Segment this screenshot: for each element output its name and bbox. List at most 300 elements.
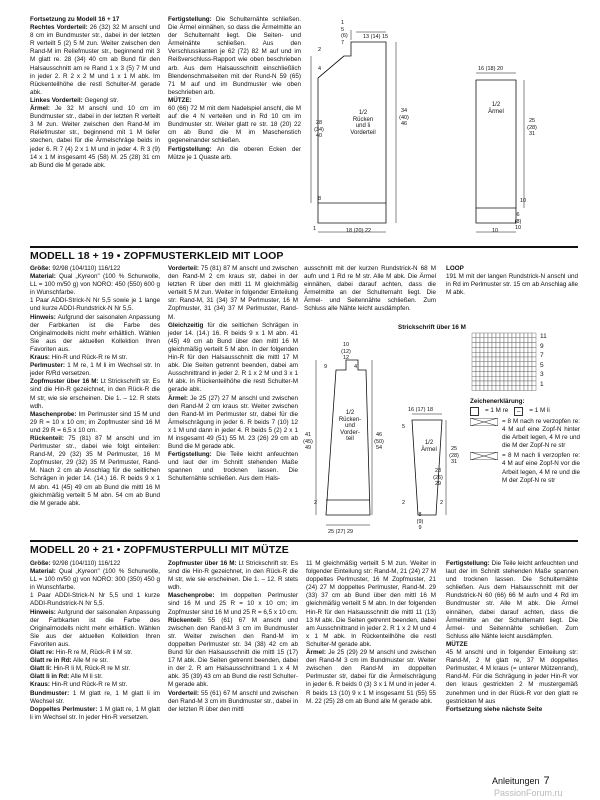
chart-cell bbox=[500, 386, 504, 391]
paragraph-text: 1 M glatt re, 1 M glatt li im Wechsel str. In jeder Hin-R versetzen. bbox=[30, 705, 160, 721]
chart-cell bbox=[496, 343, 500, 348]
dim-bottom-w: 18 (20) 22 bbox=[346, 228, 372, 234]
chart-cell bbox=[504, 333, 508, 338]
paragraph bbox=[446, 649, 578, 706]
dim-left-4: 4 bbox=[318, 66, 322, 72]
chart-cell bbox=[516, 343, 520, 348]
chart-cell bbox=[488, 371, 492, 376]
paragraph-text: Je 32 M anschl und 10 cm im Bundmuster str., dabei in der letzten R verteilt 3 M zun. Weiter zwischen den Rand-M im Reliefmuster str., beginnend mit 1 M tiefer stechen, dabei für die Ärmelschräge beids in jeder 6. R 7 (4) 2 x 1 M und in jeder 4. R 3 (9) 14 x 1 M insgesamt 45 (58) M. 25 (28) 31 cm ab Bund die M gerade abk. bbox=[30, 105, 160, 169]
dim-mid-t1: 10 (12) 12 bbox=[341, 342, 351, 361]
m20-col4 bbox=[446, 560, 578, 714]
chart-cell bbox=[520, 381, 524, 386]
chart-cell bbox=[476, 338, 480, 343]
chart-cell bbox=[516, 376, 520, 381]
chart-cell bbox=[480, 381, 484, 386]
paragraph bbox=[30, 411, 160, 435]
chart-cell bbox=[500, 362, 504, 367]
chart-cell bbox=[532, 343, 536, 348]
paragraph-lead: Fertigstellung: bbox=[168, 451, 212, 459]
chart-cell bbox=[512, 333, 516, 338]
paragraph bbox=[30, 314, 160, 354]
paragraph-lead: Größe: bbox=[30, 265, 51, 272]
chart-cell bbox=[500, 367, 504, 372]
paragraph bbox=[30, 265, 160, 273]
paragraph-lead: Hinweis: bbox=[30, 313, 56, 321]
dim-sl-10: 10 bbox=[520, 198, 527, 204]
chart-cell bbox=[484, 338, 488, 343]
chart-cell bbox=[476, 357, 480, 362]
paragraph bbox=[446, 641, 578, 649]
chart-cell bbox=[484, 367, 488, 372]
chart-cell bbox=[524, 352, 528, 357]
chart-cell bbox=[524, 347, 528, 352]
watermark: PassionForum.ru bbox=[494, 788, 563, 798]
paragraph-lead: Fertigstellung: bbox=[446, 560, 490, 567]
chart-cell bbox=[508, 376, 512, 381]
paragraph-lead: Glatt li: bbox=[30, 665, 52, 673]
dim-mid-l2: 2 bbox=[314, 500, 318, 506]
chart-cell bbox=[524, 386, 528, 391]
paragraph bbox=[30, 378, 160, 410]
paragraph-text: Lt Strickschrift str. Es sind die Hin-R gezeichnet, in den Rück-R die M str, wie sie erscheinen. Die 1. – 12. R stets wdh. bbox=[30, 378, 161, 410]
chart-cell bbox=[480, 386, 484, 391]
chart-cell bbox=[508, 333, 512, 338]
paragraph-text: Aufgrund der saisonalen Anpassung der Farbkarten ist die Farbe des Originalmodells nicht mehr erhältlich. Wählen Sie aus der aktuellen Kollektion Ihren Favoriten aus. bbox=[30, 313, 160, 353]
chart-cell bbox=[504, 371, 508, 376]
m18-col1 bbox=[30, 265, 160, 508]
chart-cell bbox=[532, 362, 536, 367]
chart-cell bbox=[488, 381, 492, 386]
chart-cell bbox=[508, 347, 512, 352]
paragraph bbox=[30, 435, 160, 508]
chart-cell bbox=[492, 371, 496, 376]
chart-cell bbox=[508, 367, 512, 372]
chart-cell bbox=[480, 347, 484, 352]
chart-cell bbox=[504, 357, 508, 362]
chart-cell bbox=[480, 362, 484, 367]
chart-title: Strickschrift über 16 M bbox=[398, 324, 466, 331]
chart-cell bbox=[476, 333, 480, 338]
chart-cell bbox=[508, 381, 512, 386]
dim-mid-lh: 41 (45) 49 bbox=[303, 432, 313, 451]
chart-cell bbox=[532, 376, 536, 381]
chart-cell bbox=[528, 357, 532, 362]
chart-row-number: 11 bbox=[540, 333, 547, 340]
paragraph-text: Alle M li str. bbox=[69, 673, 103, 681]
chart-cell bbox=[484, 347, 488, 352]
paragraph-text: Im doppelten Perlmuster sind 16 M und 25 R = 10 x 10 cm; im Zopfmuster sind 16 M und 25 R = 6,5 x 10 cm. bbox=[168, 592, 298, 616]
chart-row-number: 9 bbox=[540, 342, 544, 350]
chart-cell bbox=[488, 376, 492, 381]
chart-cell bbox=[504, 338, 508, 343]
paragraph bbox=[30, 673, 160, 681]
chart-cell bbox=[520, 376, 524, 381]
m20-col3 bbox=[306, 560, 436, 706]
paragraph bbox=[30, 665, 160, 673]
paragraph bbox=[30, 568, 160, 592]
chart-cell bbox=[520, 347, 524, 352]
paragraph bbox=[168, 451, 298, 483]
paragraph-lead: Doppeltes Perlmuster: bbox=[30, 705, 98, 713]
chart-cell bbox=[476, 386, 480, 391]
section-header-m18: MODELL 18 + 19 • ZOPFMUSTERKLEID MIT LOOP bbox=[30, 246, 578, 262]
top-col2 bbox=[168, 16, 301, 162]
chart-cell bbox=[476, 343, 480, 348]
chart-cell bbox=[492, 367, 496, 372]
dim-top-a: 1 5 (6) 7 bbox=[341, 20, 348, 46]
chart-cell bbox=[504, 343, 508, 348]
chart-cell bbox=[520, 386, 524, 391]
chart-cell bbox=[476, 376, 480, 381]
chart-cell bbox=[492, 381, 496, 386]
chart-cell bbox=[492, 376, 496, 381]
chart-cell bbox=[476, 352, 480, 357]
paragraph-lead: Perlmuster: bbox=[30, 362, 65, 370]
chart-cell bbox=[512, 367, 516, 372]
dim-left-2: 2 bbox=[318, 47, 322, 53]
paragraph bbox=[168, 105, 301, 145]
chart-cell bbox=[496, 352, 500, 357]
chart-cell bbox=[492, 343, 496, 348]
section-header-m20: MODELL 20 + 21 • ZOPFMUSTERPULLI MIT MÜTZE bbox=[30, 540, 578, 556]
chart-cell bbox=[516, 386, 520, 391]
paragraph bbox=[168, 395, 298, 452]
paragraph-text: 60 (66) 72 M mit dem Nadelspiel anschl, die M auf die 4 N verteilen und in Rd 10 cm im Bundmuster str. Weiter glatt re str. 18 (20) 22 cm ab Bund die M im Maschenstich gegeneinander schließen. bbox=[168, 105, 301, 145]
legend-cable-right-text: = 8 M nach re verzopfen re: 4 M auf eine Zopf-N hinter die Arbeit legen, 4 M re und die M der Zopf-N re str bbox=[502, 418, 580, 450]
chart-cell bbox=[512, 376, 516, 381]
chart-cell bbox=[532, 333, 536, 338]
chart-cell bbox=[528, 333, 532, 338]
chart-cell bbox=[520, 367, 524, 372]
chart-cell bbox=[524, 381, 528, 386]
paragraph bbox=[30, 706, 160, 722]
m20-col1 bbox=[30, 560, 160, 722]
paragraph bbox=[30, 354, 160, 362]
chart-cell bbox=[472, 381, 476, 386]
chart-cell bbox=[520, 352, 524, 357]
chart-cell bbox=[476, 362, 480, 367]
paragraph-text: 45 M anschl und in folgender Einteilung str: Rand-M, 2 M glatt re, 37 M doppeltes Perlmuster, 4 M kraus (= unterer Mützenrand), Rand-M. Für die Schrägung in jeder Hin-R vor den kraus gestrickten 2 M mustergemäß zunehmen und in der Rück-R vor den glatt re gestrickten M aus bbox=[446, 649, 578, 705]
paragraph bbox=[30, 690, 160, 706]
chart-cell bbox=[512, 371, 516, 376]
chart-cell bbox=[516, 371, 520, 376]
chart-cell bbox=[528, 367, 532, 372]
chart-cell bbox=[508, 371, 512, 376]
paragraph bbox=[30, 105, 160, 170]
chart-cell bbox=[472, 352, 476, 357]
paragraph-text: Je 25 (29) 29 M anschl und zwischen den Rand-M 3 cm im Bundmuster str. Weiter zwischen den Rand-M im doppelten Perlmuster str, dabei für die Ärmelschrägung in jeder 6. R beids 0 (3) 3 x 1 M und in jeder 4. R beids 13 (10) 9 x 1 M insgesamt 51 (55) 55 M. 22 (25) 28 cm ab Bund alle M gerade abk. bbox=[306, 649, 436, 705]
chart-cell bbox=[532, 371, 536, 376]
chart-cell bbox=[532, 367, 536, 372]
chart-cell bbox=[504, 352, 508, 357]
chart-cell bbox=[476, 347, 480, 352]
chart-cell bbox=[472, 333, 476, 338]
paragraph-lead: Zopfmuster über 16 M: bbox=[30, 378, 99, 386]
chart-cell bbox=[508, 357, 512, 362]
dim-mid-mh: 46 (50) 54 bbox=[374, 432, 384, 451]
chart-cell bbox=[480, 376, 484, 381]
chart-cell bbox=[496, 386, 500, 391]
dim-mid-sltop: 16 (17) 18 bbox=[408, 407, 434, 413]
chart-cell bbox=[520, 338, 524, 343]
legend-knit-text: = 1 M re bbox=[485, 407, 509, 415]
chart-cell bbox=[496, 347, 500, 352]
dim-mid-slh2: 23 (26) 29 bbox=[433, 468, 443, 487]
chart-cell bbox=[500, 343, 504, 348]
paragraph-text: Gegengl str. bbox=[82, 96, 119, 104]
paragraph-text: Die Teile leicht anfeuchten und laut der im Schnitt stehenden Maße spannen und trocknen lassen. Die Schulternähte schließen. Aus dem Halsausschnitt mit der Rundstrick-N 60 (66) 66 M aufn und 4 Rd im Bundmuster str. Alle M abk. Die Ärmel einnähen, dabei darauf achten, dass die Ärmelmitte an der Schulternaht liegt. Die Ärmel- und Seitennähte schließen. Zum Schluss alle Nähte leicht ausdämpfen. bbox=[446, 560, 578, 640]
paragraph bbox=[168, 97, 301, 105]
dim-mid-slbw: 8 (9) 9 bbox=[416, 512, 424, 531]
paragraph-text: 26 (32) 32 M anschl und 8 cm im Bundmuster str., dabei in der letzten R verteilt 5 (2) 5 M zun. Weiter zwischen den Rand-M im Reliefmuster str., beginnend mit 3 M glatt re. 28 (34) 40 cm ab Bund für den Halsausschnitt am re Rand 1 x 3 (5) 7 M und in jeder 2. R 2 x 2 M und 1 x 1 M abk. Im Rückenteilhöhe die restl Schulter-M gerade abk. bbox=[30, 24, 160, 96]
chart-cell bbox=[496, 371, 500, 376]
paragraph bbox=[30, 97, 160, 105]
paragraph-lead: Fortsetzung siehe nächste Seite bbox=[446, 705, 543, 713]
paragraph-lead: Ärmel: bbox=[30, 105, 50, 113]
dim-mid-h: 34 (40) 46 bbox=[399, 108, 409, 127]
footer-label: Anleitungen bbox=[492, 776, 540, 786]
paragraph-lead: Maschenprobe: bbox=[168, 592, 215, 600]
chart-cell bbox=[488, 347, 492, 352]
chart-cell bbox=[472, 343, 476, 348]
paragraph-lead: Kraus: bbox=[30, 354, 50, 362]
paragraph-lead: LOOP bbox=[446, 265, 464, 272]
chart-cell bbox=[528, 362, 532, 367]
paragraph-lead: Vorderteil: bbox=[168, 265, 200, 272]
chart-cell bbox=[492, 352, 496, 357]
chart-cell bbox=[484, 381, 488, 386]
legend-purl-text: = 1 M li bbox=[529, 407, 550, 415]
paragraph-lead: Material: bbox=[30, 568, 56, 576]
chart-cell bbox=[520, 333, 524, 338]
dim-sl-top: 16 (18) 20 bbox=[478, 66, 504, 72]
chart-cell bbox=[492, 338, 496, 343]
paragraph-text: ausschnitt mit der kurzen Rundstrick-N 68 M aufn und 1 Rd re M str. Alle M abk. Die Ärmel einnähen, dabei darauf achten, dass die Ärmelmitte an der Schulternaht liegt. Die Ärmel- und Seitennähte schließen. Zum Schluss alle Nähte leicht ausdämpfen. bbox=[304, 265, 436, 313]
footer bbox=[492, 775, 550, 787]
dim-top-b: 13 (14) 15 bbox=[363, 34, 389, 40]
chart-cell bbox=[472, 338, 476, 343]
paragraph-lead: Glatt re in Rd: bbox=[30, 657, 72, 665]
paragraph bbox=[30, 297, 160, 313]
chart-row-number: 5 bbox=[540, 361, 544, 369]
paragraph bbox=[446, 265, 578, 273]
paragraph-text: 75 (81) 87 M anschl und zwischen den Rand-M 2 cm kraus str, dabei in der letzten R über den mittl 11 M gleichmäßig verteilt 5 M zun. Weiter in folgender Einteilung str: Rand-M, 31 (34) 37 M Perlmuster, 16 M Zopfmuster, 31 (34) 37 M Perlmuster, Rand-M. bbox=[168, 265, 298, 321]
chart-cell bbox=[508, 386, 512, 391]
paragraph bbox=[446, 706, 578, 714]
chart-cell bbox=[520, 371, 524, 376]
paragraph-text: Hin-R und Rück-R re M str. bbox=[49, 354, 128, 362]
paragraph bbox=[30, 362, 160, 378]
dim-mid-slb2: 2 bbox=[440, 500, 444, 506]
chart-cell bbox=[492, 357, 496, 362]
legend-knit-symbol bbox=[470, 407, 479, 416]
chart-cell bbox=[516, 362, 520, 367]
paragraph bbox=[168, 146, 301, 162]
paragraph-lead: Glatt re: bbox=[30, 649, 55, 657]
paragraph-text: Lt Strickschrift str. Es sind die Hin-R gezeichnet, in den Rück-R die M str, wie sie erscheinen. Die 1. – 12. R stets wdh. bbox=[168, 560, 299, 592]
top-col1 bbox=[30, 16, 160, 170]
paragraph bbox=[30, 681, 160, 689]
chart-cell bbox=[476, 367, 480, 372]
chart-cell bbox=[512, 347, 516, 352]
chart-cell bbox=[492, 347, 496, 352]
paragraph-lead: Glatt li in Rd: bbox=[30, 673, 70, 681]
paragraph-text: Qual „Kyreon" (100 % Schurwolle, LL = 100 m/50 g) von NORO: 300 (350) 450 g in Wunschfarbe. bbox=[30, 568, 160, 592]
chart-cell bbox=[528, 371, 532, 376]
chart-cell bbox=[504, 386, 508, 391]
chart-cell bbox=[500, 352, 504, 357]
chart-cell bbox=[528, 347, 532, 352]
paragraph-text: 55 (61) 67 M anschl und zwischen den Rand-M 3 cm im Bundmuster str. Weiter zwischen den Rand-M im doppelten Perlmuster str. 34 (38) 42 cm ab Bund für den Halsausschnitt die mittl 15 (17) 17 M abk. Die Seiten getrennt beenden, dabei in der 2. R am Halsausschnittrand 1 x 4 M abk. 35 (39) 43 cm ab Bund die restl Schulter-M gerade abk. bbox=[168, 616, 298, 689]
chart-cell bbox=[476, 381, 480, 386]
paragraph-lead: Ärmel: bbox=[306, 649, 326, 657]
paragraph-text: für die seitlichen Schrägen in jeder 14. (14.) 16. R beids 9 x 1 M abn. 41 (45) 49 cm ab Bund über den mittl 16 M gleichmäßig verteilt 5 M abn. In der folgenden Hin-R für den Halsausschnitt die mittl 17 M abk. Die Seiten getrennt beenden, dabei am Ausschnittrand in jeder 2. R 1 x 2 M und 3 x 1 M abk. In Rückenteilhöhe die restl Schulter-M gerade abk. bbox=[168, 321, 298, 394]
chart-cell bbox=[500, 347, 504, 352]
chart-cell bbox=[516, 347, 520, 352]
page-number: 7 bbox=[543, 775, 550, 787]
chart-cell bbox=[496, 362, 500, 367]
paragraph-text: Je 25 (27) 27 M anschl und zwischen den Rand-M 2 cm kraus str. Weiter zwischen den Rand-M im Perlmuster str, dabei für die Ärmelschrägung in jeder 6. R beids 7 (10) 12 x 1 M und dann in jeder 4. R beids 5 (2) 2 x 1 M insgesamt 49 (51) 55 M. 23 (26) 29 cm ab Bund die M gerade abk. bbox=[168, 394, 298, 451]
chart-cell bbox=[520, 362, 524, 367]
chart-cell bbox=[504, 376, 508, 381]
chart-cell bbox=[484, 352, 488, 357]
chart-cell bbox=[500, 381, 504, 386]
legend-title: Zeichenerklärung: bbox=[470, 398, 525, 405]
chart-cell bbox=[472, 362, 476, 367]
paragraph bbox=[168, 690, 298, 714]
mid-sleeve-label: 1/2 Ärmel bbox=[421, 440, 437, 453]
chart-cell bbox=[472, 357, 476, 362]
chart-cell bbox=[516, 338, 520, 343]
paragraph-text: Im Perlmuster sind 15 M und 29 R = 10 x 10 cm; im Zopfmuster sind 16 M und 29 R = 6,5 x 10 cm. bbox=[30, 410, 160, 434]
chart-cell bbox=[524, 357, 528, 362]
paragraph-lead: Rückenteil: bbox=[168, 616, 202, 624]
chart-cell bbox=[488, 362, 492, 367]
chart-cell bbox=[496, 376, 500, 381]
chart-cell bbox=[520, 343, 524, 348]
chart-cell bbox=[484, 343, 488, 348]
paragraph bbox=[30, 609, 160, 649]
paragraph bbox=[168, 617, 298, 690]
chart-cell bbox=[472, 386, 476, 391]
chart-cell bbox=[480, 371, 484, 376]
m20-col2 bbox=[168, 560, 298, 714]
m18-col3 bbox=[304, 265, 436, 314]
dim-sl-b2: 6 (8) 10 bbox=[514, 212, 522, 231]
chart-cell bbox=[532, 357, 536, 362]
chart-cell bbox=[484, 357, 488, 362]
chart-cell bbox=[528, 338, 532, 343]
chart-row-number: 1 bbox=[540, 380, 544, 388]
chart-cell bbox=[480, 352, 484, 357]
chart-cell bbox=[508, 343, 512, 348]
mid-back-label: 1/2 Rücken- und Vorder- teil bbox=[338, 410, 362, 442]
chart-cell bbox=[488, 343, 492, 348]
paragraph-text: An die oberen Ecken der Mütze je 1 Quaste arb. bbox=[168, 145, 301, 161]
chart-cell bbox=[472, 376, 476, 381]
paragraph-text: 191 M mit der langen Rundstrick-N anschl und in Rd im Perlmuster str. 15 cm ab Anschlag alle M abk. bbox=[446, 273, 578, 297]
paragraph-lead: Material: bbox=[30, 273, 56, 281]
chart-cell bbox=[524, 338, 528, 343]
paragraph-lead: Kraus: bbox=[30, 681, 50, 689]
chart-cell bbox=[516, 367, 520, 372]
paragraph-lead: Zopfmuster über 16 M: bbox=[168, 560, 237, 567]
paragraph-text: Die Teile leicht anfeuchten und laut der im Schnitt stehenden Maße spannen und trocknen lassen. Die Schulternähte schließen. Aus dem Hals- bbox=[168, 451, 298, 483]
chart-cell bbox=[484, 333, 488, 338]
paragraph-text: 11 M gleichmäßig verteilt 5 M zun. Weiter in folgender Einteilung str: Rand-M, 21 (24) 27 M doppeltes Perlmuster, 16 M Zopfmuster, 21 (24) 27 M doppeltes Perlmuster, Rand-M. 29 (33) 37 cm ab Bund über den mittl 16 M gleichmäßig verteilt 5 M abn. In der folgenden Hin-R für den Halsausschnitt die mittl 11 (13) 13 M abk. Die Seiten getrennt beenden, dabei am Ausschnittrand in jeder 2. R 1 x 2 M und 4 x 1 M abk. In Rückenteilhöhe die restl Schulter-M gerade abk. bbox=[306, 560, 436, 648]
paragraph-lead: Rückenteil: bbox=[30, 434, 64, 442]
chart-cell bbox=[524, 376, 528, 381]
chart-cell bbox=[524, 343, 528, 348]
chart-cell bbox=[484, 376, 488, 381]
chart-cell bbox=[532, 352, 536, 357]
chart-cell bbox=[488, 333, 492, 338]
dim-mid-sl5: 5 bbox=[402, 424, 406, 430]
chart-cell bbox=[508, 352, 512, 357]
chart-cell bbox=[532, 381, 536, 386]
paragraph-lead: Linkes Vorderteil: bbox=[30, 96, 83, 104]
paragraph bbox=[30, 273, 160, 297]
chart-cell bbox=[496, 357, 500, 362]
chart-cell bbox=[472, 347, 476, 352]
paragraph bbox=[304, 265, 436, 314]
paragraph bbox=[30, 649, 160, 657]
paragraph-lead: Fertigstellung: bbox=[168, 145, 212, 153]
chart-cell bbox=[488, 338, 492, 343]
chart-cell bbox=[500, 376, 504, 381]
dim-left-1: 1 bbox=[313, 226, 317, 232]
chart-cell bbox=[476, 371, 480, 376]
chart-cell bbox=[508, 338, 512, 343]
paragraph-text: 55 (61) 67 M anschl und zwischen den Rand-M 3 cm im Bundmuster str., dabei in der letzten R über den mittl bbox=[168, 689, 298, 713]
chart-cell bbox=[532, 386, 536, 391]
knitting-chart bbox=[470, 332, 538, 392]
chart-cell bbox=[484, 386, 488, 391]
chart-cell bbox=[480, 338, 484, 343]
chart-cell bbox=[512, 338, 516, 343]
top-back-label: 1/2 Rücken und li Vorderteil bbox=[350, 110, 376, 136]
chart-cell bbox=[496, 338, 500, 343]
chart-cell bbox=[480, 333, 484, 338]
chart-cell bbox=[496, 367, 500, 372]
chart-cell bbox=[532, 338, 536, 343]
chart-cell bbox=[504, 367, 508, 372]
chart-cell bbox=[528, 376, 532, 381]
paragraph bbox=[30, 16, 160, 24]
chart-cell bbox=[516, 357, 520, 362]
paragraph bbox=[446, 273, 578, 297]
paragraph bbox=[168, 322, 298, 395]
paragraph-lead: MÜTZE: bbox=[168, 96, 192, 104]
paragraph bbox=[30, 560, 160, 568]
paragraph bbox=[446, 560, 578, 641]
paragraph-lead: Fertigstellung: bbox=[168, 16, 212, 23]
paragraph bbox=[306, 560, 436, 649]
paragraph-text: 92/98 (104/110) 116/122 bbox=[50, 265, 121, 272]
dim-mid-bw: 25 (27) 29 bbox=[328, 529, 354, 535]
paragraph bbox=[30, 24, 160, 97]
chart-cell bbox=[524, 333, 528, 338]
paragraph bbox=[30, 657, 160, 665]
legend-cable-left-text: = 8 M nach li verzopfen re: 4 M auf eine Zopf-N vor die Arbeit legen, 4 M re und die M der Zopf-N re str bbox=[502, 452, 580, 484]
paragraph-text: Die Schulternähte schließen. Die Ärmel einnähen, so dass die Ärmelmitte an der Schulternaht liegt. Die Seiten- und Ärmelnähte schließen. Aus den Verschlusskanten je 62 (72) 82 M auf und im Reißverschluss-Rapport wie oben beschrieben arb. Aus dem Halsausschnitt einschließlich Blendenschmalseiten mit der Rund-N 59 (65) 71 M auf und im Bundmuster wie oben beschrieben arb. bbox=[168, 16, 301, 96]
chart-cell bbox=[492, 362, 496, 367]
chart-cell bbox=[472, 371, 476, 376]
chart-row-number: 7 bbox=[540, 352, 544, 360]
chart-cell bbox=[488, 386, 492, 391]
chart-cell bbox=[496, 381, 500, 386]
chart-cell bbox=[512, 362, 516, 367]
